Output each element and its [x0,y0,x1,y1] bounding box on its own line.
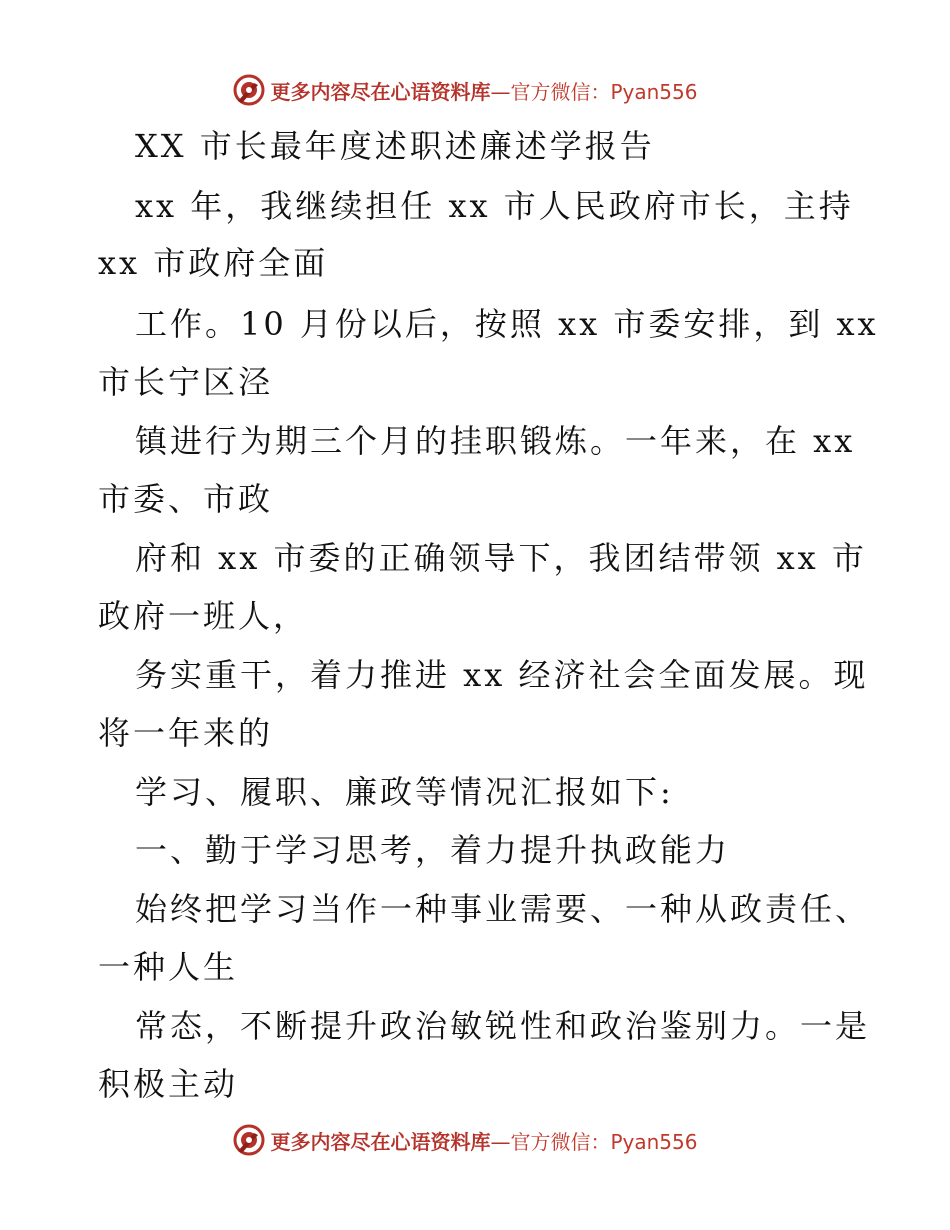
paragraph-line: 政府一班人， [98,597,309,635]
paragraph-line: 始终把学习当作一种事业需要、一种从政责任、 [135,890,871,928]
banner-dash: — [490,1129,511,1154]
document-title: XX 市长最年度述职述廉述学报告 [135,127,655,165]
paragraph-line: xx 年，我继续担任 xx 市人民政府市长，主持 [135,187,854,225]
paragraph-line: 市委、市政 [98,480,274,518]
banner-contact: 官方微信：Pyan556 [510,1129,698,1154]
quill-seal-icon [232,1123,266,1157]
banner-title: 更多内容尽在心语资料库 [270,1129,491,1154]
section-heading: 一、勤于学习思考，着力提升执政能力 [135,831,731,869]
footer-banner [0,1120,950,1160]
paragraph-line: 府和 xx 市委的正确领导下，我团结带领 xx 市 [135,539,867,577]
banner-dash: — [490,79,511,104]
paragraph-line: 常态，不断提升政治敏锐性和政治鉴别力。一是 [135,1007,871,1045]
paragraph-line: 将一年来的 [98,714,274,752]
paragraph-line: 一种人生 [98,948,239,986]
banner-title: 更多内容尽在心语资料库 [270,79,491,104]
paragraph-line: 市长宁区泾 [98,363,274,401]
paragraph-line: 积极主动 [98,1065,239,1103]
paragraph-line: 工作。10 月份以后，按照 xx 市委安排，到 xx [135,305,879,343]
paragraph-line: 务实重干，着力推进 xx 经济社会全面发展。现 [135,656,869,694]
paragraph-line: xx 市政府全面 [98,244,329,282]
paragraph-line: 镇进行为期三个月的挂职锻炼。一年来，在 xx [135,422,856,460]
paragraph-line: 学习、履职、廉政等情况汇报如下: [135,773,674,811]
banner-contact: 官方微信：Pyan556 [510,79,698,104]
